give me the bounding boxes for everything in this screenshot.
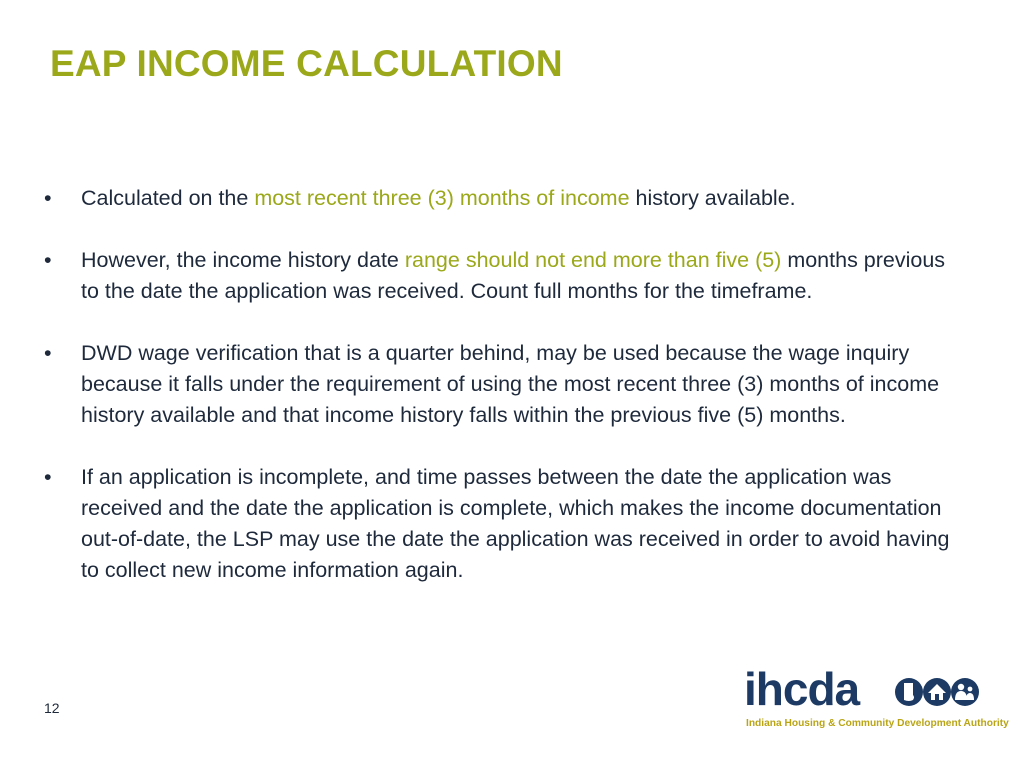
page-number: 12	[44, 700, 60, 716]
bullet-list	[44, 183, 964, 617]
bullet-dot: •	[44, 248, 52, 272]
bullet-text: months previous to the date the application was received. Count full months for the timeframe.	[81, 248, 946, 303]
bullet-item	[44, 245, 964, 307]
highlighted-text: range should not end more than five (5)	[404, 248, 782, 272]
people-icon	[951, 678, 979, 706]
bullet-text: DWD wage verification that is a quarter behind, may be used because the wage inquiry because it falls under the requirement of using the most recent three (3) months of income history available and that income history falls within the previous five (5) months.	[81, 341, 940, 427]
logo-tagline: Indiana Housing & Community Development Authority	[746, 718, 1009, 729]
indiana-state-icon	[895, 678, 923, 706]
highlighted-text: most recent three (3) months of income	[254, 186, 630, 210]
slide-title: EAP INCOME CALCULATION	[50, 43, 563, 84]
logo-wordmark: ihcda	[744, 663, 860, 715]
logo-icons	[894, 676, 980, 708]
ihcda-logo	[744, 663, 1009, 734]
bullet-text: history available.	[629, 186, 796, 210]
bullet-text: If an application is incomplete, and time passes between the date the application was received and the date the application is complete, which makes the income documentation out-of-date, the LSP may use the date the application was received in order to avoid having to collect new income information again.	[81, 465, 950, 582]
bullet-item	[44, 338, 964, 431]
bullet-item	[44, 183, 964, 214]
bullet-dot: •	[44, 465, 52, 489]
bullet-item	[44, 462, 964, 586]
house-icon	[923, 678, 951, 706]
bullet-dot: •	[44, 341, 52, 365]
bullet-dot: •	[44, 186, 52, 210]
bullet-text: Calculated on the	[81, 186, 255, 210]
bullet-text: However, the income history date	[81, 248, 405, 272]
